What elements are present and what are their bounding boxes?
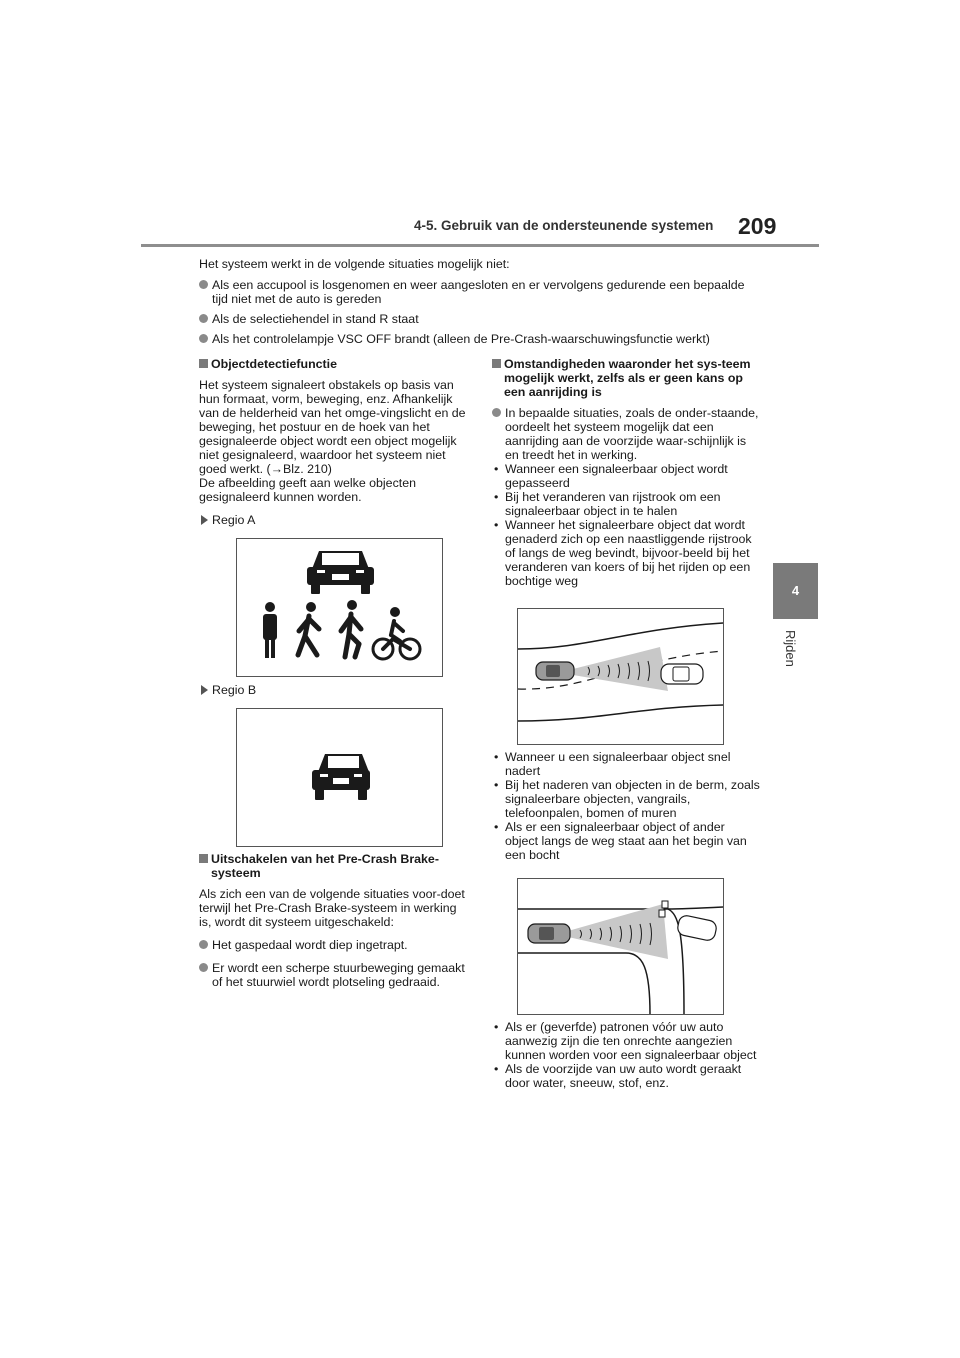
- figure-region-a: [236, 538, 443, 677]
- own-car-icon: [528, 924, 570, 943]
- situation-bullet: In bepaalde situaties, zoals de onder-staande, oordeelt het systeem mogelijk dat een aanrijding aan de voorzijde waar-schijnlijk is en treedt het in werking.: [492, 406, 760, 462]
- bullet-dot-icon: [199, 940, 208, 949]
- intro-bullet-2: Als de selectiehendel in stand R staat: [199, 312, 759, 326]
- right-column-middle: [492, 750, 760, 862]
- list-item: • Als er een signaleerbaar object of ander object langs de weg staat aan het begin van een bocht: [494, 820, 747, 862]
- disable-bullet-1: Het gaspedaal wordt diep ingetrapt.: [199, 938, 467, 952]
- region-a-label: Regio A: [199, 513, 467, 527]
- intro-bullet-1: Als een accupool is losgenomen en weer aangesloten en er vervolgens gedurende een bepaalde tijd niet met de auto is gereden: [199, 278, 759, 306]
- intro-text: Het systeem werkt in de volgende situaties mogelijk niet:: [199, 257, 510, 271]
- oncoming-car-icon: [676, 914, 717, 941]
- disable-bullet-2: Er wordt een scherpe stuurbeweging gemaakt of het stuurwiel wordt plotseling gedraaid.: [199, 961, 467, 989]
- bullet-dot-icon: [199, 280, 208, 289]
- list-item: • Wanneer het signaleerbare object dat wordt genaderd zich op een naastliggende rijstrook of langs de weg bevindt, bijvoor-beeld bij het veranderen van koers of bij het rijden op een bochtige weg: [494, 518, 752, 588]
- radar-beam-icon: [568, 904, 668, 959]
- bullet-dot-icon: [199, 334, 208, 343]
- bullet-dot-icon: [199, 314, 208, 323]
- bullet-dot-icon: [492, 408, 501, 417]
- header-rule: [141, 244, 819, 247]
- list-item: • Bij het veranderen van rijstrook om een signaleerbaar object in te halen: [494, 490, 721, 518]
- heading-object-detection: Objectdetectiefunctie: [199, 357, 467, 371]
- figure-curve-roadside: [517, 878, 724, 1015]
- figure-intro-text: De afbeelding geeft aan welke objecten gesignaleerd kunnen worden.: [199, 476, 416, 504]
- list-item: • Wanneer een signaleerbaar object wordt gepasseerd: [494, 462, 728, 490]
- bullet-dot-icon: [199, 963, 208, 972]
- figure-curved-road: [517, 608, 724, 745]
- list-item: • Als er (geverfde) patronen vóór uw auto aanwezig zijn die ten onrechte aangezien kunnen worden voor een signaleerbaar object: [494, 1020, 757, 1062]
- chapter-label: Rijden: [783, 630, 798, 667]
- region-b-label-wrap: [199, 683, 467, 706]
- right-column-top: [492, 357, 760, 588]
- left-column-bottom: [199, 852, 467, 995]
- square-bullet-icon: [492, 359, 501, 368]
- chapter-tab: 4: [773, 563, 818, 619]
- pedestrian-standing-icon: [263, 602, 277, 658]
- intro-bullet-3: Als het controlelampje VSC OFF brandt (alleen de Pre-Crash-waarschuwingsfunctie werkt): [199, 332, 759, 346]
- arrow-right-icon: [201, 515, 208, 525]
- region-b-label: Regio B: [199, 683, 467, 697]
- disable-system-text: Als zich een van de volgende situaties voor-doet terwijl het Pre-Crash Brake-systeem in werking is, wordt dit systeem uitgeschakeld:: [199, 887, 465, 929]
- list-item: • Wanneer u een signaleerbaar object snel nadert: [494, 750, 731, 778]
- left-column-top: [199, 357, 467, 536]
- car-front-icon: [312, 754, 370, 800]
- list-item: • Als de voorzijde van uw auto wordt geraakt door water, sneeuw, stof, enz.: [494, 1062, 742, 1090]
- radar-beam-icon: [573, 647, 668, 691]
- square-bullet-icon: [199, 359, 208, 368]
- car-front-icon: [307, 551, 374, 594]
- arrow-right-icon: [201, 685, 208, 695]
- object-detection-text: Het systeem signaleert obstakels op basis van hun formaat, vorm, beweging, enz. Afhankelijk van de helderheid van het omge-vingslicht en de beweging, het postuur en de hoek van het gesignaleerde object wordt een object mogelijk niet gesignaleerd, waardoor het systeem niet goed werkt. (→Blz. 210): [199, 378, 466, 476]
- page-number: 209: [738, 213, 777, 239]
- cyclist-icon: [373, 607, 420, 659]
- list-item: • Bij het naderen van objecten in de berm, zoals signaleerbare objecten, vangrails, telefoonpalen, bomen of muren: [494, 778, 760, 820]
- figure-region-b: [236, 708, 443, 847]
- target-car-icon: [661, 664, 703, 684]
- pedestrian-walking-icon: [298, 602, 319, 655]
- right-column-bottom: [492, 1020, 760, 1090]
- heading-unnecessary-activation: Omstandigheden waaronder het sys-teem mogelijk werkt, zelfs als er geen kans op een aanrijding is: [492, 357, 760, 399]
- own-car-icon: [536, 662, 574, 680]
- intro-block: [199, 257, 759, 352]
- heading-disable-system: Uitschakelen van het Pre-Crash Brake-systeem: [199, 852, 467, 880]
- square-bullet-icon: [199, 854, 208, 863]
- pedestrian-running-icon: [341, 600, 361, 657]
- section-title: 4-5. Gebruik van de ondersteunende systemen: [414, 218, 714, 233]
